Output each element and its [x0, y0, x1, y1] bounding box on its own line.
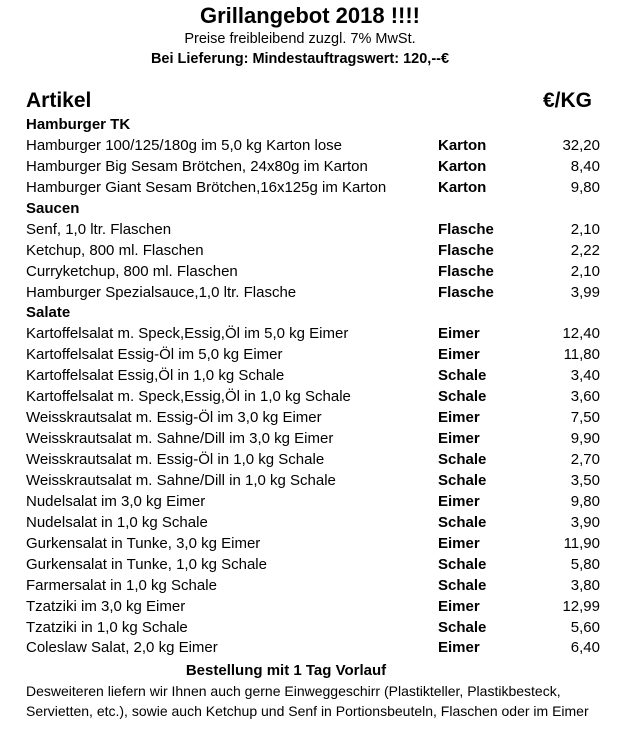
article-column-header: Artikel: [26, 89, 92, 112]
item-unit: Eimer: [438, 597, 480, 615]
price-column-header: €/KG: [542, 89, 592, 112]
item-unit: Eimer: [438, 639, 480, 657]
item-price: 3,50: [570, 471, 600, 489]
item-name: Weisskrautsalat m. Essig-Öl in 1,0 kg Schale: [26, 451, 325, 468]
item-unit: Karton: [438, 136, 487, 154]
price-note: Preise freibleibend zuzgl. 7% MwSt.: [184, 31, 416, 47]
item-unit: Flasche: [438, 262, 494, 280]
table-row: [26, 366, 600, 387]
table-row: [26, 283, 600, 304]
table-row: [26, 450, 600, 471]
item-name: Ketchup, 800 ml. Flaschen: [26, 241, 204, 259]
item-unit: Flasche: [438, 220, 494, 238]
item-price: 3,40: [570, 367, 600, 385]
item-unit: Schale: [438, 513, 487, 531]
item-price: 9,80: [570, 178, 600, 196]
additional-info: Desweiteren liefern wir Ihnen auch gerne Einweggeschirr (Plastikteller, Plastikbesteck, Servietten, etc.), sowie auch Ketchup und Senf in Portionsbeuteln, Flaschen oder im Eimer: [26, 683, 589, 719]
item-price: 5,80: [570, 555, 600, 573]
item-unit: Schale: [438, 618, 487, 636]
item-unit: Flasche: [438, 283, 494, 301]
section-header: [26, 115, 600, 136]
delivery-note: Bei Lieferung: Mindestauftragswert: 120,--€: [150, 51, 450, 67]
item-price: 11,80: [563, 346, 600, 364]
item-unit: Schale: [438, 388, 487, 406]
page-title: Grillangebot 2018 !!!!: [199, 3, 421, 28]
item-unit: Eimer: [438, 325, 480, 343]
item-unit: Karton: [438, 157, 487, 175]
item-unit: Schale: [438, 451, 487, 468]
table-row: [26, 471, 600, 492]
section-header: [26, 303, 600, 324]
item-name: Senf, 1,0 ltr. Flaschen: [26, 220, 172, 238]
item-price: 3,99: [570, 283, 600, 301]
item-price: 2,70: [570, 451, 600, 468]
item-name: Weisskrautsalat m. Sahne/Dill im 3,0 kg Eimer: [26, 430, 334, 448]
item-name: Kartoffelsalat m. Speck,Essig,Öl in 1,0 kg Schale: [26, 388, 351, 406]
item-name: Coleslaw Salat, 2,0 kg Eimer: [26, 639, 218, 657]
item-unit: Flasche: [438, 241, 494, 259]
table-row: [26, 576, 600, 597]
item-name: Farmersalat in 1,0 kg Schale: [26, 576, 217, 594]
table-row: [26, 429, 600, 450]
item-name: Weisskrautsalat m. Sahne/Dill in 1,0 kg Schale: [26, 471, 336, 489]
item-name: Nudelsalat im 3,0 kg Eimer: [26, 492, 206, 510]
item-price: 5,60: [570, 618, 600, 636]
table-row: [26, 345, 600, 366]
section-title: Saucen: [26, 199, 80, 217]
item-name: Nudelsalat in 1,0 kg Schale: [26, 513, 208, 531]
table-row: [26, 220, 600, 241]
item-name: Kartoffelsalat Essig,Öl in 1,0 kg Schale: [26, 367, 285, 385]
item-unit: Eimer: [438, 534, 480, 552]
item-price: 2,10: [570, 262, 600, 280]
item-price: 6,40: [570, 639, 600, 657]
item-unit: Schale: [438, 555, 487, 573]
item-name: Hamburger Giant Sesam Brötchen,16x125g im Karton: [26, 178, 387, 196]
item-unit: Eimer: [438, 409, 480, 427]
item-price: 3,80: [570, 576, 600, 594]
item-name: Kartoffelsalat Essig-Öl im 5,0 kg Eimer: [26, 346, 283, 364]
item-name: Tzatziki in 1,0 kg Schale: [26, 618, 188, 636]
item-price: 2,10: [570, 220, 600, 238]
item-price: 12,40: [562, 325, 600, 343]
item-name: Curryketchup, 800 ml. Flaschen: [26, 262, 238, 280]
table-row: [26, 492, 600, 513]
item-unit: Karton: [438, 178, 487, 196]
item-unit: Schale: [438, 576, 487, 594]
item-unit: Schale: [438, 471, 487, 489]
section-title: Salate: [26, 304, 71, 322]
table-row: [26, 555, 600, 576]
item-price: 2,22: [570, 241, 600, 259]
item-unit: Eimer: [438, 346, 480, 364]
item-price: 9,90: [570, 430, 600, 448]
item-price: 9,80: [570, 492, 600, 510]
table-row: [26, 408, 600, 429]
order-notice: Bestellung mit 1 Tag Vorlauf: [185, 662, 387, 679]
table-row: [26, 534, 600, 555]
table-row: [26, 324, 600, 345]
item-name: Hamburger Big Sesam Brötchen, 24x80g im Karton: [26, 157, 368, 175]
table-row: [26, 157, 600, 178]
table-row: [26, 513, 600, 534]
table-row: [26, 638, 600, 659]
table-row: [26, 241, 600, 262]
item-name: Gurkensalat in Tunke, 1,0 kg Schale: [26, 555, 267, 573]
item-unit: Schale: [438, 367, 487, 385]
price-table: [26, 115, 600, 659]
item-price: 7,50: [570, 409, 600, 427]
item-price: 12,99: [562, 597, 600, 615]
section-header: [26, 199, 600, 220]
item-unit: Eimer: [438, 492, 480, 510]
table-row: [26, 387, 600, 408]
item-unit: Eimer: [438, 430, 480, 448]
item-name: Hamburger 100/125/180g im 5,0 kg Karton lose: [26, 136, 343, 154]
item-price: 8,40: [570, 157, 600, 175]
item-name: Tzatziki im 3,0 kg Eimer: [26, 597, 186, 615]
table-row: [26, 178, 600, 199]
item-price: 3,90: [570, 513, 600, 531]
section-title: Hamburger TK: [26, 116, 131, 133]
item-price: 11,90: [563, 534, 600, 552]
table-row: [26, 597, 600, 618]
item-name: Weisskrautsalat m. Essig-Öl im 3,0 kg Eimer: [26, 409, 322, 427]
item-price: 3,60: [570, 388, 600, 406]
table-row: [26, 262, 600, 283]
table-row: [26, 136, 600, 157]
item-name: Hamburger Spezialsauce,1,0 ltr. Flasche: [26, 283, 297, 301]
table-row: [26, 618, 600, 639]
item-price: 32,20: [562, 136, 600, 154]
item-name: Kartoffelsalat m. Speck,Essig,Öl im 5,0 kg Eimer: [26, 325, 349, 343]
item-name: Gurkensalat in Tunke, 3,0 kg Eimer: [26, 534, 261, 552]
